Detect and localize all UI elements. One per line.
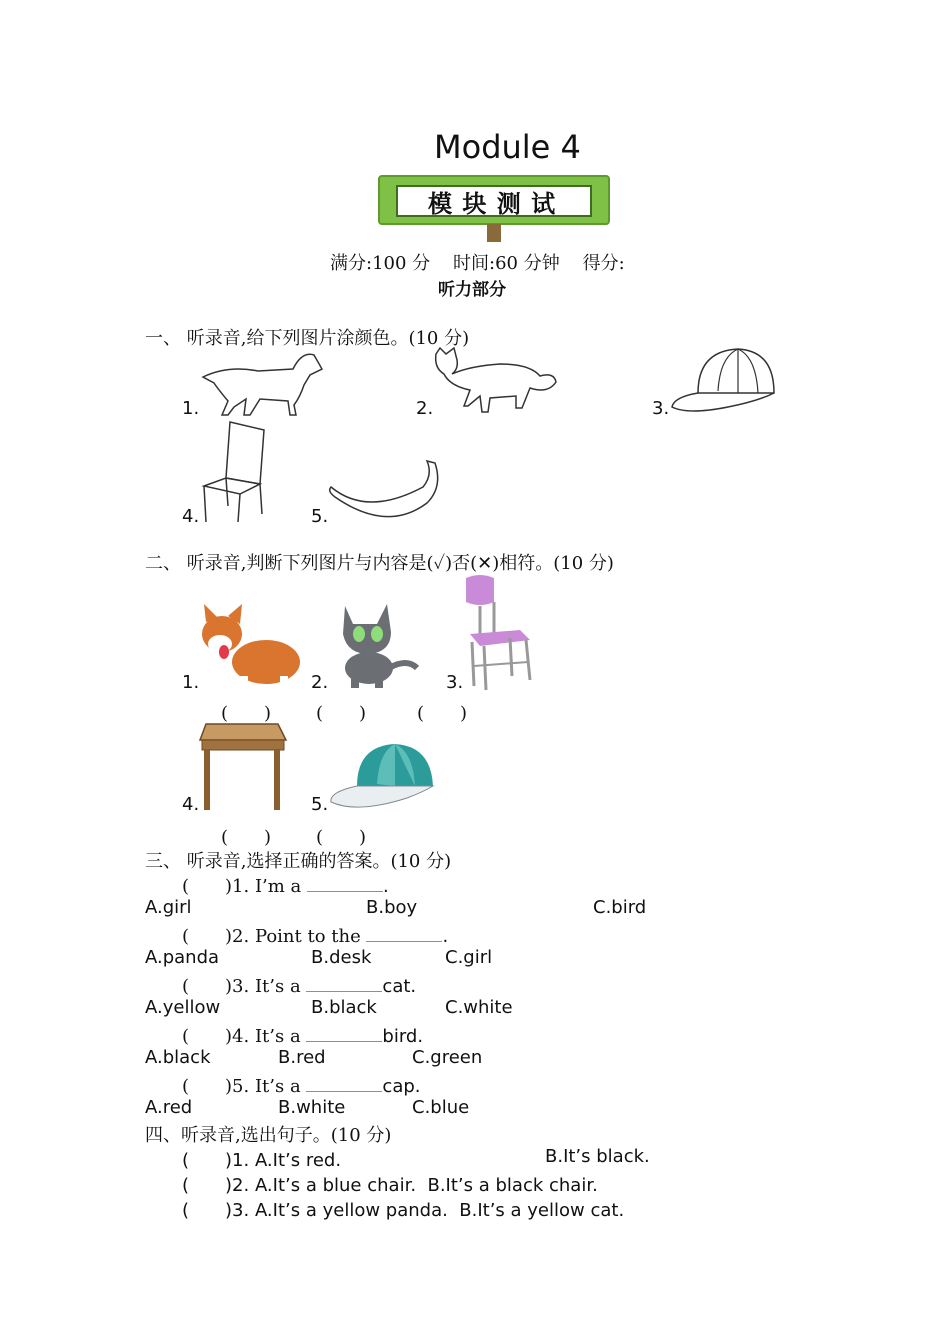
question-prefix: ( )3. It’s a — [182, 976, 307, 997]
wooden-desk-icon — [198, 720, 288, 812]
question-prefix: ( )1. I’m a — [182, 876, 308, 897]
part2-label-4: 4. — [182, 794, 200, 815]
part1-label-5: 5. — [311, 506, 329, 527]
question-prefix: ( )4. It’s a — [182, 1026, 307, 1047]
question-suffix: bird. — [382, 1026, 424, 1047]
option-a[interactable]: A.panda — [145, 947, 220, 968]
purple-chair-icon — [460, 572, 535, 692]
part3-question-3 — [182, 972, 416, 998]
cat-outline-icon — [430, 346, 560, 416]
option-a[interactable]: A.black — [145, 1047, 211, 1068]
question-suffix: . — [442, 926, 449, 947]
answer-blank[interactable] — [306, 1075, 382, 1092]
part2-answer-1[interactable]: ( ) — [221, 703, 272, 724]
gray-cat-icon — [327, 598, 422, 690]
part2-label-3: 3. — [446, 672, 464, 693]
banner-text: 模 块 测 试 — [428, 189, 557, 218]
score-line: 满分:100 分 时间:60 分钟 得分: — [330, 253, 625, 274]
part4-question-1a[interactable]: ( )1. A.It’s red. — [182, 1150, 342, 1171]
option-a[interactable]: A.girl — [145, 897, 192, 918]
banana-outline-icon — [327, 457, 442, 527]
part1-label-1: 1. — [182, 398, 200, 419]
option-c[interactable]: C.blue — [412, 1097, 470, 1118]
answer-blank[interactable] — [306, 1025, 382, 1042]
part2-label-2: 2. — [311, 672, 329, 693]
chair-outline-icon — [200, 420, 270, 524]
part4-question-2[interactable]: ( )2. A.It’s a blue chair. B.It’s a black chair. — [182, 1175, 598, 1196]
part3-question-4 — [182, 1022, 423, 1048]
option-b[interactable]: B.black — [311, 997, 377, 1018]
part2-answer-5[interactable]: ( ) — [316, 827, 367, 848]
cap-outline-icon — [668, 347, 778, 417]
option-b[interactable]: B.boy — [366, 897, 418, 918]
part4-heading: 四、听录音,选出句子。(10 分) — [145, 1125, 392, 1146]
answer-blank[interactable] — [306, 975, 382, 992]
option-b[interactable]: B.red — [278, 1047, 326, 1068]
part1-label-4: 4. — [182, 506, 200, 527]
part2-answer-4[interactable]: ( ) — [221, 827, 272, 848]
option-c[interactable]: C.girl — [445, 947, 493, 968]
answer-blank[interactable] — [366, 925, 442, 942]
answer-blank[interactable] — [307, 875, 383, 892]
part1-heading: 一、 听录音,给下列图片涂颜色。(10 分) — [145, 328, 470, 349]
question-prefix: ( )2. Point to the — [182, 926, 367, 947]
option-c[interactable]: C.white — [445, 997, 513, 1018]
question-suffix: cat. — [382, 976, 417, 997]
option-a[interactable]: A.yellow — [145, 997, 221, 1018]
section-heading: 听力部分 — [438, 280, 506, 300]
part3-question-5 — [182, 1072, 421, 1098]
option-b[interactable]: B.white — [278, 1097, 346, 1118]
option-c[interactable]: C.green — [412, 1047, 483, 1068]
page-title: Module 4 — [434, 128, 581, 166]
part2-label-1: 1. — [182, 672, 200, 693]
part2-label-5: 5. — [311, 794, 329, 815]
part1-label-3: 3. — [652, 398, 670, 419]
part2-answer-3[interactable]: ( ) — [417, 703, 468, 724]
part4-question-3[interactable]: ( )3. A.It’s a yellow panda. B.It’s a yellow cat. — [182, 1200, 625, 1221]
part3-question-1 — [182, 872, 389, 898]
option-c[interactable]: C.bird — [593, 897, 647, 918]
part1-label-2: 2. — [416, 398, 434, 419]
question-suffix: . — [383, 876, 389, 897]
option-a[interactable]: A.red — [145, 1097, 193, 1118]
dog-outline-icon — [198, 345, 328, 420]
teal-cap-icon — [327, 742, 437, 814]
part2-heading: 二、 听录音,判断下列图片与内容是(✓)否(✕)相符。(10 分) — [145, 553, 614, 574]
part2-answer-2[interactable]: ( ) — [316, 703, 367, 724]
corgi-dog-icon — [196, 604, 306, 694]
part3-question-2 — [182, 922, 448, 948]
question-prefix: ( )5. It’s a — [182, 1076, 307, 1097]
option-b[interactable]: B.desk — [311, 947, 372, 968]
question-suffix: cap. — [382, 1076, 421, 1097]
part3-heading: 三、 听录音,选择正确的答案。(10 分) — [145, 851, 452, 872]
part4-question-1b[interactable]: B.It’s black. — [545, 1146, 650, 1167]
